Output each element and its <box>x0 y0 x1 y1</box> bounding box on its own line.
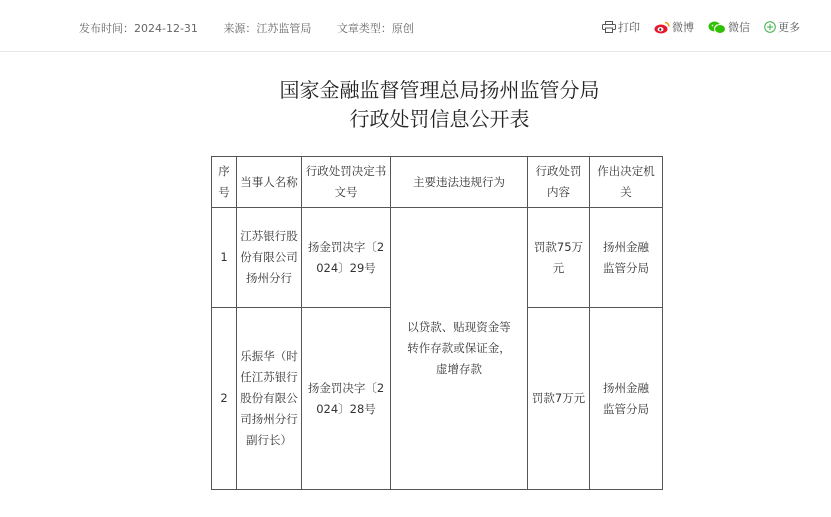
cell-penalty: 罚款75万元 <box>528 208 590 308</box>
header-no: 序号 <box>212 157 237 208</box>
article-meta-bar <box>0 0 831 52</box>
cell-no: 2 <box>212 308 237 490</box>
cell-no: 1 <box>212 208 237 308</box>
wechat-button[interactable] <box>708 19 750 35</box>
cell-doc-no: 扬金罚决字〔2024〕29号 <box>302 208 391 308</box>
cell-violation: 以贷款、贴现资金等转作存款或保证金，虚增存款 <box>391 208 528 490</box>
print-button[interactable] <box>602 19 640 35</box>
penalty-table <box>211 156 663 490</box>
table-header-row <box>212 157 663 208</box>
cell-authority: 扬州金融监管分局 <box>590 308 663 490</box>
plus-circle-icon <box>764 21 776 33</box>
publish-time: 发布时间：2024-12-31 <box>79 22 198 35</box>
doc-type: 文章类型：原创 <box>336 22 414 35</box>
wechat-icon <box>708 21 726 34</box>
cell-party: 乐振华（时任江苏银行股份有限公司扬州分行副行长） <box>237 308 302 490</box>
cell-authority: 扬州金融监管分局 <box>590 208 663 308</box>
more-label: 更多 <box>778 21 800 34</box>
source: 来源：江苏监管局 <box>223 22 312 35</box>
cell-doc-no: 扬金罚决字〔2024〕28号 <box>302 308 391 490</box>
weibo-icon <box>654 21 670 34</box>
more-button[interactable] <box>764 19 800 35</box>
table-row <box>212 208 663 308</box>
header-penalty: 行政处罚内容 <box>528 157 590 208</box>
article-meta <box>79 20 436 36</box>
header-violation: 主要违法违规行为 <box>391 157 528 208</box>
weibo-label: 微博 <box>672 21 694 34</box>
header-party: 当事人名称 <box>237 157 302 208</box>
header-authority: 作出决定机关 <box>590 157 663 208</box>
weibo-button[interactable] <box>654 19 694 35</box>
printer-icon <box>602 21 616 33</box>
cell-penalty: 罚款7万元 <box>528 308 590 490</box>
page-subtitle: 行政处罚信息公开表 <box>349 107 530 131</box>
share-bar <box>602 19 800 35</box>
wechat-label: 微信 <box>728 21 750 34</box>
page-title: 国家金融监督管理总局扬州监管分局 <box>279 78 600 102</box>
header-doc-no: 行政处罚决定书文号 <box>302 157 391 208</box>
print-label: 打印 <box>618 21 640 34</box>
cell-party: 江苏银行股份有限公司扬州分行 <box>237 208 302 308</box>
